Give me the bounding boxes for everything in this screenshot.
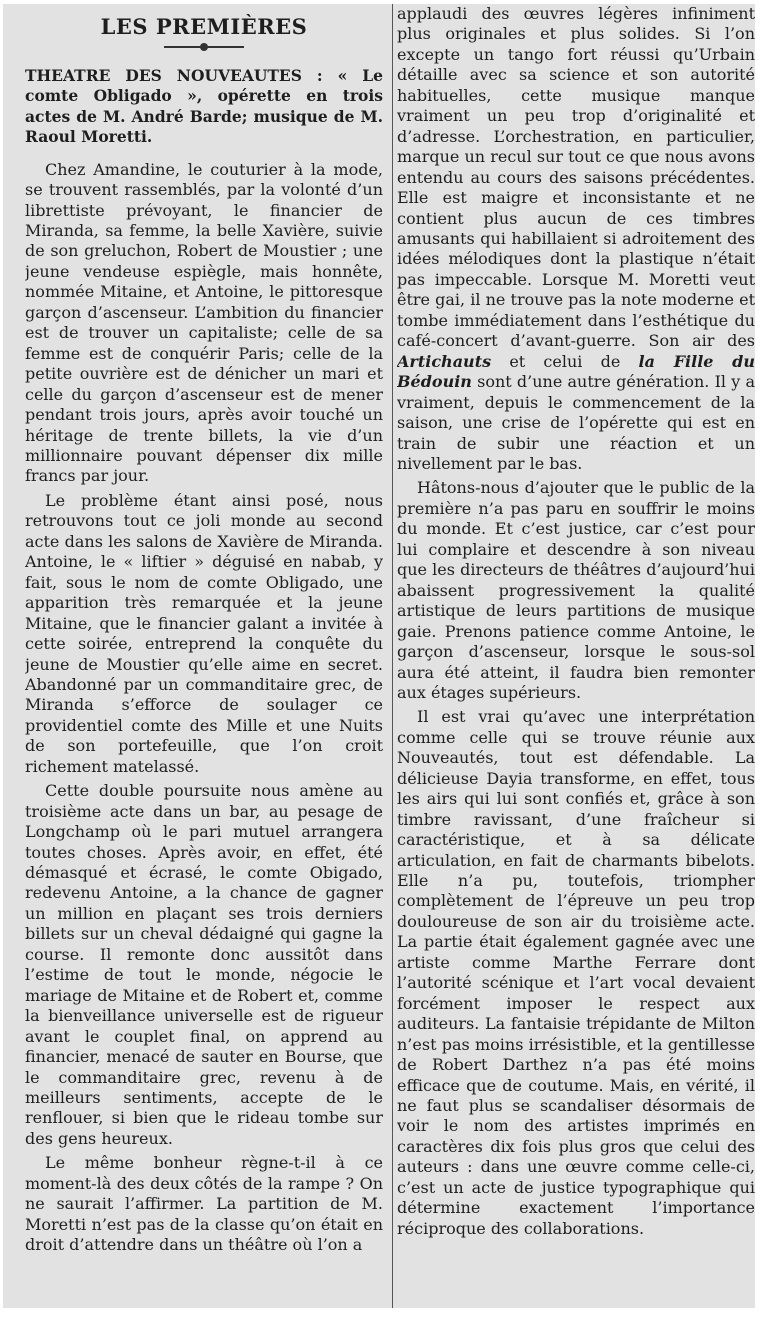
- column-rule: [392, 4, 393, 1308]
- text-run: et celui de: [509, 351, 621, 371]
- paragraph: Le même bonheur règne-t-il à ce moment-là des deux côtés de la rampe ? On ne saurait l’affirmer. La partition de M. Moretti n’est pas de la classe qu’on était en droit d’attendre dans un théâtre où l’on a: [25, 1153, 383, 1255]
- paragraph: Hâtons-nous d’ajouter que le public de la première n’a pas paru en souffrir le moins du monde. Et c’est justice, car c’est pour lui complaire et descendre à son niveau que les directeurs de théâtres d’aujourd’hui abaissent progressivement la qualité artistique de leurs partitions de musique gaie. Prenons patience comme Antoine, le garçon d’ascenseur, lorsque le sous-sol aura été atteint, il faudra bien remonter aux étages supérieurs.: [397, 478, 755, 702]
- ornament-dot: [200, 43, 208, 51]
- paragraph: Cette double poursuite nous amène au troisième acte dans un bar, au pesage de Longchamp où le pari mutuel arrangera toutes choses. Après avoir, en effet, été démasqué et écrasé, le comte Obigado, redevenu Antoine, a la chance de gagner un million en plaçant ses trois derniers billets sur un cheval dédaigné qui gagne la course. Il remonte donc aussitôt dans l’estime de tout le monde, négocie le mariage de Mitaine et de Robert et, comme la bienveillance universelle est de rigueur avant le couplet final, on apprend au financier, menacé de sauter en Bourse, que le commanditaire grec, revenu à de meilleurs sentiments, accepte de le renflouer, si bien que le rideau tombe sur des gens heureux.: [25, 781, 383, 1148]
- newspaper-clipping: [3, 4, 755, 1308]
- right-column: [397, 4, 755, 1308]
- paragraph-continued: [397, 4, 755, 474]
- paragraph: Le problème étant ainsi posé, nous retrouvons tout ce joli monde au second acte dans les salons de Xavière de Miranda. Antoine, le « liftier » déguisé en nabab, y fait, sous le nom de comte Obligado, une apparition très remarquée et la jeune Mitaine, que le financier galant a invitée à cette soirée, entreprend la conquête du jeune de Moustier qu’elle aime en secret. Abandonné par un commanditaire grec, de Miranda s’efforce de soulager ce providentiel comte des Mille et une Nuits de son portefeuille, que l’on croit richement matelassé.: [25, 490, 383, 776]
- left-column: [25, 4, 383, 1308]
- review-subheading: THEATRE DES NOUVEAUTES : « Le comte Obligado », opérette en trois actes de M. André Barde; musique de M. Raoul Moretti.: [25, 66, 383, 147]
- heading-ornament: [164, 42, 244, 52]
- paragraph: Chez Amandine, le couturier à la mode, se trouvent rassemblés, par la volonté d’un librettiste prévoyant, le financier de Miranda, sa femme, la belle Xavière, suivie de son greluchon, Robert de Moustier ; une jeune vendeuse espiègle, mais honnête, nommée Mitaine, et Antoine, le pittoresque garçon d’ascenseur. L’ambition du financier est de trouver un capitaliste; celle de sa femme est de conquérir Paris; celle de la petite ouvrière est de dénicher un mari et celle du garçon d’ascenseur est de mener pendant trois jours, après avoir touché un héritage de trente billets, la vie d’un millionnaire pouvant dépenser dix mille francs par jour.: [25, 159, 383, 486]
- section-heading: LES PREMIÈRES: [100, 14, 308, 39]
- title-artichauts: Artichauts: [397, 351, 492, 371]
- title-fille-du-bedouin: la Fille du Bédouin: [397, 351, 755, 392]
- text-run: sont d’une autre génération. Il y a vraiment, depuis le commencement de la saison, une crise de l’opérette qui est en train de subir une réaction et un nivellement par le bas.: [397, 372, 755, 473]
- paragraph: Il est vrai qu’avec une interprétation comme celle qui se trouve réunie aux Nouveautés, tout est défendable. La délicieuse Dayia transforme, en effet, tous les airs qui lui sont confiés et, grâce à son timbre ravissant, d’une fraîcheur si caractéristique, et à sa délicate articulation, en fait de charmants bibelots. Elle n’a pu, toutefois, triompher complètement de l’épreuve un peu trop douloureuse de son air du troisième acte. La partie était également gagnée avec une artiste comme Marthe Ferrare dont l’autorité scénique et l’art vocal devaient forcément imposer le respect aux auditeurs. La fantaisie trépidante de Milton n’est pas moins irrésistible, et la gentillesse de Robert Darthez n’a pas été moins efficace que de coutume. Mais, en vérité, il ne faut plus se scandaliser désormais de voir le nom des artistes imprimés en caractères dix fois plus gros que celui des auteurs : dans une œuvre comme celle-ci, c’est un acte de justice typographique qui détermine exactement l’importance réciproque des collaborations.: [397, 707, 755, 1238]
- text-run: applaudi des œuvres légères infiniment plus originales et plus solides. Si l’on excepte un tango fort réussi qu’Urbain détaille avec sa science et son autorité habituelles, cette musique manque vraiment un peu trop d’originalité et d’adresse. L’orchestration, en particulier, marque un recul sur tout ce que nous avons entendu au cours des saisons précédentes. Elle est maigre et inconsistante et ne contient plus aucun de ces timbres amusants qui habillaient si adroitement des idées mélodiques dont la plastique n’était pas impeccable. Lorsque M. Moretti veut être gai, il ne trouve pas la note moderne et tombe immédiatement dans l’esthétique du café-concert d’avant-guerre. Son air des: [397, 4, 755, 351]
